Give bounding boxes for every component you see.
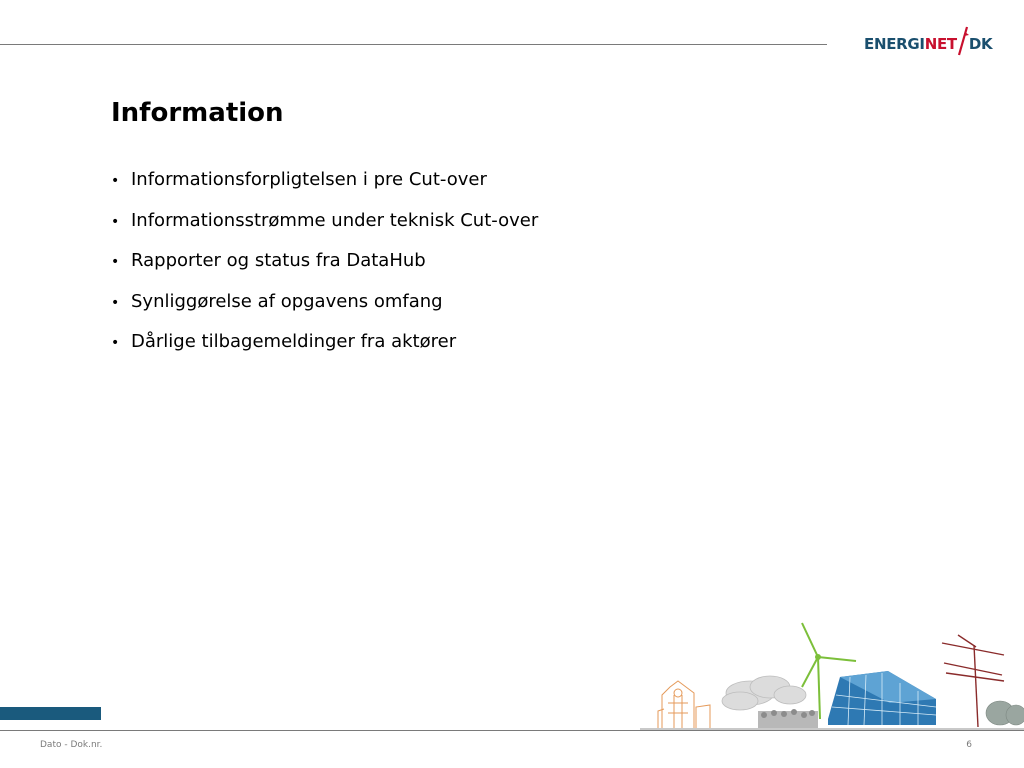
bullet-icon: • xyxy=(111,213,120,230)
bullet-text: Rapporter og status fra DataHub xyxy=(131,250,426,271)
footer-date-docnr: Dato - Dok.nr. xyxy=(40,740,103,750)
slide-title: Information xyxy=(111,98,284,128)
header-rule xyxy=(0,44,827,45)
crowd-sketch xyxy=(758,709,818,730)
bullet-text: Dårlige tilbagemeldinger fra aktører xyxy=(131,331,457,352)
bullet-item xyxy=(111,328,538,356)
bullet-icon: • xyxy=(111,254,120,270)
glass-building-sketch xyxy=(828,671,936,725)
logo-text-dk: DK xyxy=(968,35,993,53)
energinet-logo xyxy=(864,26,992,56)
bullet-item xyxy=(111,247,538,275)
footer-rule xyxy=(0,730,1024,731)
logo-text-net: NET xyxy=(924,35,957,53)
bullet-text: Informationsforpligtelsen i pre Cut-over xyxy=(131,169,487,190)
footer-accent-bar xyxy=(0,707,101,720)
bullet-icon: • xyxy=(111,335,120,351)
logo-slash-icon xyxy=(956,26,970,56)
bullet-item xyxy=(111,288,538,316)
clouds-sketch xyxy=(722,676,806,710)
bullet-item xyxy=(111,166,538,194)
logo-text-energi: ENERGI xyxy=(864,35,925,53)
bullet-list xyxy=(111,166,538,369)
bullet-text: Informationsstrømme under teknisk Cut-over xyxy=(131,209,539,231)
energy-landscape-illustration xyxy=(640,615,1024,730)
bullet-icon: • xyxy=(111,294,120,311)
bullet-icon: • xyxy=(111,173,120,189)
page-number: 6 xyxy=(966,740,972,750)
castle-sketch xyxy=(658,681,710,730)
bullet-item xyxy=(111,207,538,235)
bullet-text: Synliggørelse af opgavens omfang xyxy=(131,290,443,312)
trees-sketch xyxy=(986,701,1024,725)
